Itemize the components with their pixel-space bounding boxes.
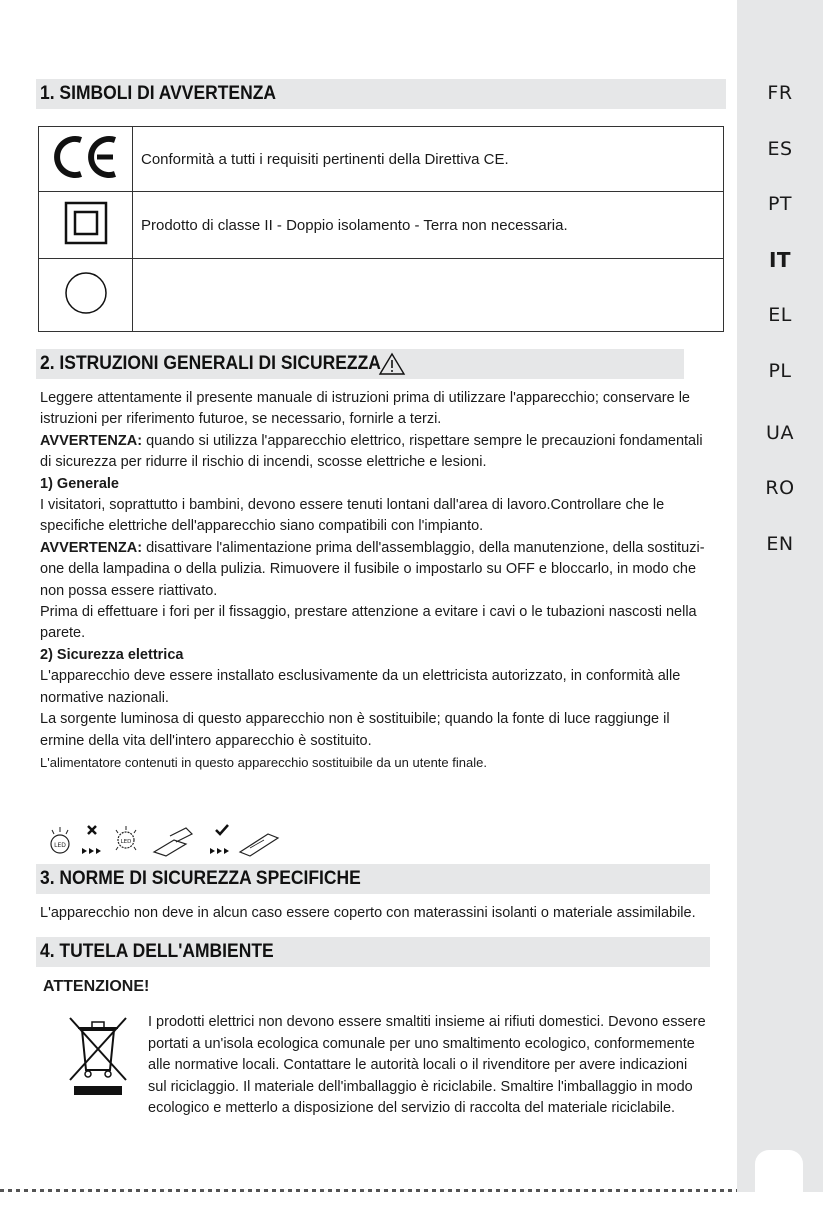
warning-label: AVVERTENZA: bbox=[40, 432, 143, 449]
subsection-title: 2) Sicurezza elettrica bbox=[40, 646, 184, 663]
ce-mark-icon bbox=[51, 134, 121, 180]
replaceability-pictograms bbox=[44, 822, 294, 860]
section3-paragraph: L'apparecchio non deve in alcun caso essere coperto con materassini isolanti o materiale assimilabile. bbox=[40, 905, 696, 921]
driver-closed-icon bbox=[240, 834, 278, 856]
lang-tab-ua[interactable]: UA bbox=[766, 422, 794, 444]
section3-heading: 3. NORME DI SICUREZZA SPECIFICHE bbox=[36, 864, 710, 894]
warning-text: disattivare l'alimentazione prima dell'assemblaggio, della manutenzione, della sostituzi-one della lampadina o della pulizia. Rimuovere il fusibile o impostarlo su OFF e bloccarlo, in modo che non possa essere riattivato. bbox=[40, 539, 705, 599]
lang-tab-en[interactable]: EN bbox=[766, 533, 794, 555]
drill-paragraph: Prima di effettuare i fori per il fissaggio, prestare attenzione a evitare i cavi o le tubazioni nascosti nella parete. bbox=[40, 604, 697, 642]
symbol-cell bbox=[39, 127, 133, 192]
lang-tab-el[interactable]: EL bbox=[768, 304, 792, 326]
symbol-cell bbox=[39, 259, 133, 332]
warning-symbols-table bbox=[38, 126, 724, 332]
electrical-paragraph: L'apparecchio deve essere installato esclusivamente da un elettricista autorizzato, in conformità alle normative nazionali. bbox=[40, 668, 681, 706]
lang-tab-ro[interactable]: RO bbox=[765, 477, 795, 499]
section3-body bbox=[40, 903, 710, 924]
section1-heading: 1. SIMBOLI DI AVVERTENZA bbox=[36, 79, 726, 109]
svg-text:LED: LED bbox=[54, 842, 66, 849]
section2-heading: 2. ISTRUZIONI GENERALI DI SICUREZZA bbox=[36, 349, 684, 379]
environment-paragraph: I prodotti elettrici non devono essere smaltiti insieme ai rifiuti domestici. Devono essere portati a un'isola ecologica comunale per uno smaltimento ecologico, conformemente alle normative locali. Contattare le autorità locali o il rivenditore per avere indicazioni sul riciclaggio. Il materiale dell'imballaggio è riciclabile. Smaltire l'imballaggio in modo ecologico e metterlo a disposizione del servizio di raccolta del materiale riciclabile. bbox=[148, 1014, 706, 1116]
subsection-title: 1) Generale bbox=[40, 475, 119, 492]
class-ii-double-square-icon bbox=[64, 201, 108, 245]
warning-paragraph bbox=[40, 431, 710, 474]
symbol-description: Conformità a tutti i requisiti pertinenti della Direttiva CE. bbox=[133, 127, 724, 192]
symbol-cell bbox=[39, 192, 133, 259]
led-module-icon bbox=[116, 826, 136, 850]
lang-tab-es[interactable]: ES bbox=[767, 138, 793, 160]
lang-tab-fr[interactable]: FR bbox=[767, 82, 793, 104]
light-source-paragraph: La sorgente luminosa di questo apparecchio non è sostituibile; quando la fonte di luce raggiunge il ermine della vita dell'intero apparecchio è sostituito. bbox=[40, 711, 670, 749]
not-replaceable-icon bbox=[82, 826, 101, 854]
table-row bbox=[39, 127, 724, 192]
warning-paragraph bbox=[40, 538, 710, 602]
section2-body bbox=[40, 388, 710, 773]
replaceable-icon bbox=[210, 825, 229, 854]
lang-tab-pt[interactable]: PT bbox=[767, 193, 793, 215]
symbol-description bbox=[133, 259, 724, 332]
warning-triangle-icon bbox=[378, 352, 406, 376]
power-supply-paragraph: L'alimentatore contenuti in questo apparecchio sostituibile da un utente finale. bbox=[40, 754, 487, 770]
section4-heading: 4. TUTELA DELL'AMBIENTE bbox=[36, 937, 710, 967]
table-row bbox=[39, 192, 724, 259]
lang-tab-it[interactable]: IT bbox=[768, 248, 792, 272]
bulb-icon bbox=[51, 827, 69, 853]
driver-open-icon bbox=[154, 828, 192, 856]
svg-text:LED: LED bbox=[120, 839, 132, 845]
symbol-description: Prodotto di classe II - Doppio isolamento - Terra non necessaria. bbox=[133, 192, 724, 259]
weee-crossed-bin-icon bbox=[64, 1014, 134, 1096]
page-number-tab bbox=[755, 1150, 803, 1206]
warning-text: quando si utilizza l'apparecchio elettrico, rispettare sempre le precauzioni fondamentali di sicurezza per ridurre il rischio di incendi, scosse elettriche e lesioni. bbox=[40, 432, 703, 471]
language-sidebar bbox=[737, 0, 823, 1192]
warning-label: AVVERTENZA: bbox=[40, 539, 143, 556]
lang-tab-pl[interactable]: PL bbox=[768, 360, 792, 382]
table-row bbox=[39, 259, 724, 332]
general-paragraph: I visitatori, soprattutto i bambini, devono essere tenuti lontani dall'area di lavoro.Controllare che le specifiche elettriche dell'apparecchio siano compatibili con l'impianto. bbox=[40, 497, 665, 535]
intro-paragraph: Leggere attentamente il presente manuale di istruzioni prima di utilizzare l'apparecchio; conservare le istruzioni per riferimento futuroe, se necessario, fornirle a terzi. bbox=[40, 390, 690, 428]
attention-label: ATTENZIONE! bbox=[43, 978, 150, 995]
circle-icon bbox=[64, 271, 108, 315]
